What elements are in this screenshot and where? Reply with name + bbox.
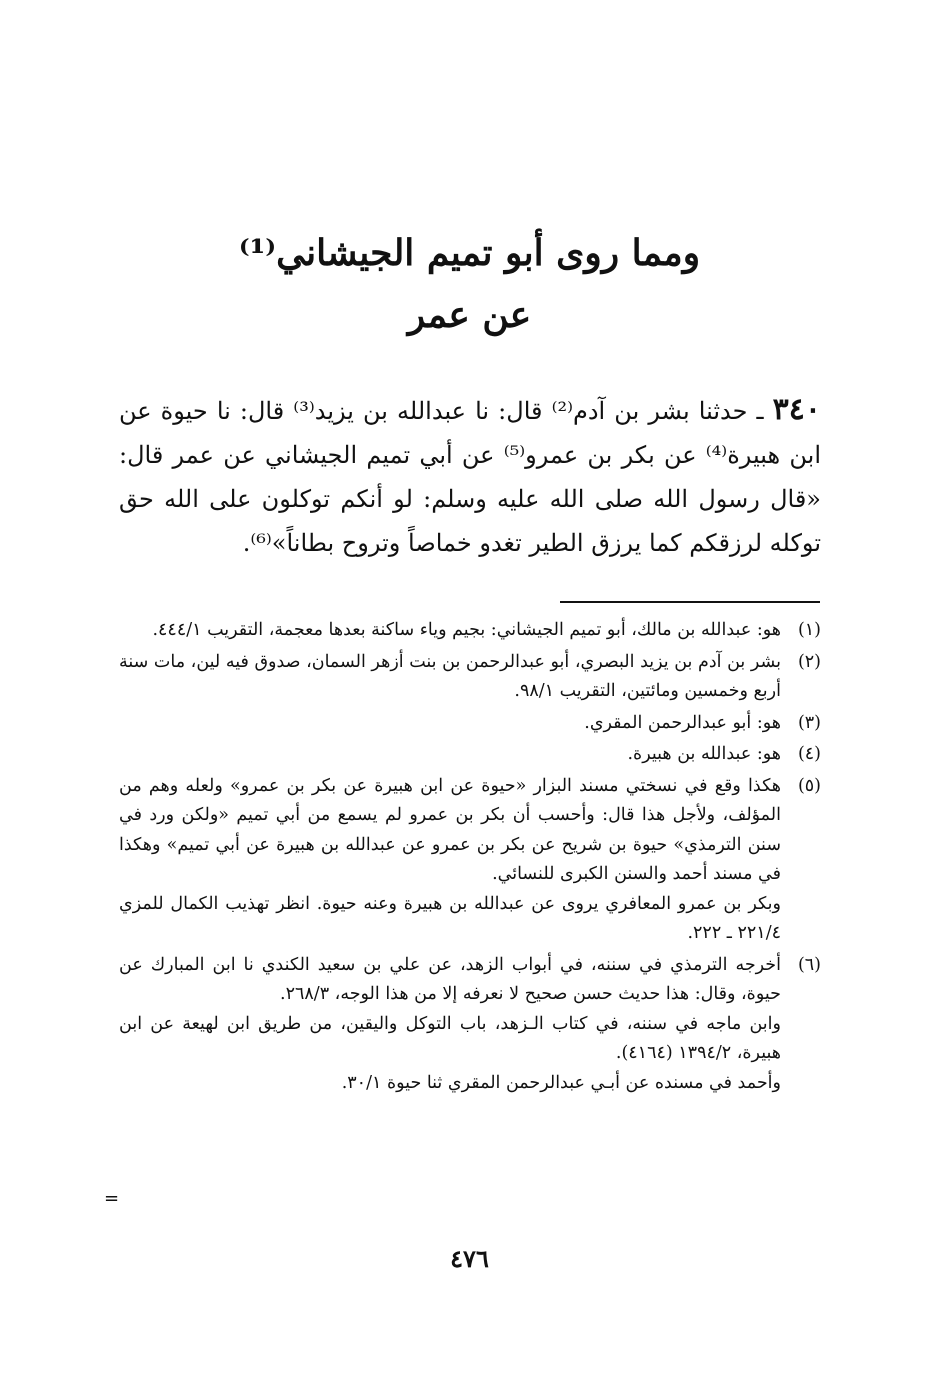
footnote bbox=[119, 648, 821, 707]
footnote-body bbox=[119, 951, 781, 1099]
section-title bbox=[0, 222, 939, 346]
footnote-body bbox=[119, 740, 781, 770]
footnote-separator bbox=[560, 601, 820, 603]
footnote-number: (٣) bbox=[797, 712, 821, 733]
footnote bbox=[119, 616, 821, 646]
footnote-text: أخرجه الترمذي في سننه، في أبواب الزهد، عن علي بن سعيد الكندي نا ابن المبارك عن حيوة، وقال: هذا حديث حسن صحيح لا نعرفه إلا من هذا الوجه، ٢٦٨/٣. bbox=[119, 954, 781, 1004]
footnote-number: (٢) bbox=[797, 651, 821, 672]
footnote-text: هو: عبدالله بن مالك، أبو تميم الجيشاني: بجيم وياء ساكنة بعدها معجمة، التقريب ٤٤٤/١. bbox=[152, 620, 781, 640]
footnote-text: بشر بن آدم بن يزيد البصري، أبو عبدالرحمن بن بنت أزهر السمان، صدوق فيه لين، مات سنة أربع وخمسين ومائتين، التقريب ٩٨/١. bbox=[119, 651, 781, 701]
footnote-text: هو: أبو عبدالرحمن المقري. bbox=[584, 712, 781, 733]
footnote-text: وأحمد في مسنده عن أبـي عبدالرحمن المقري ثنا حيوة ٣٠/١. bbox=[341, 1072, 781, 1093]
footnote-number: (١) bbox=[797, 620, 821, 640]
footnote-number: (٤) bbox=[797, 744, 821, 764]
footnote bbox=[119, 740, 821, 770]
hadith-number: ٣٤٠ bbox=[772, 392, 821, 427]
footnote-text: وبكر بن عمرو المعافري يروى عن عبدالله بن هبيرة وعنه حيوة. انظر تهذيب الكمال للمزي ٢٢١/٤ ـ ٢٢٢. bbox=[119, 893, 781, 943]
page-number: ٤٧٦ bbox=[450, 1244, 489, 1273]
footnote-text: هكذا وقع في نسختي مسند البزار «حيوة عن ابن هبيرة عن بكر بن عمرو» ولعله وهم من المؤلف، ولأجل هذا قال: وأحسب أن بكر بن عمرو لم يسمع من أبي تميم «ولكن ورد في سنن الترمذي» حيوة بن شريح عن بكر بن عمرو عن عبدالله بن هبيرة عن أبي تميم» وهكذا في مسند أحمد والسنن الكبرى للنسائي. bbox=[119, 775, 781, 884]
footnote-body bbox=[119, 709, 781, 739]
footnote bbox=[119, 772, 821, 949]
continuation-mark: = bbox=[104, 1188, 120, 1209]
footnote-body bbox=[119, 648, 781, 707]
footnote-body bbox=[119, 772, 781, 949]
hadith-text: ـ حدثنا بشر بن آدم⁽²⁾ قال: نا عبدالله بن يزيد⁽³⁾ قال: نا حيوة عن ابن هبيرة⁽⁴⁾ عن بكر بن عمرو⁽⁵⁾ عن أبي تميم الجيشاني عن عمر قال: «قال رسول الله صلى الله عليه وسلم: لو أنكم توكلون على الله حق توكله لرزقكم كما يرزق الطير تغدو خماصاً وتروح بطاناً»⁽⁶⁾. bbox=[119, 397, 821, 557]
footnote-number: (٦) bbox=[797, 954, 821, 975]
hadith-paragraph bbox=[119, 388, 821, 565]
footnote-text: وابن ماجه في سننه، في كتاب الـزهد، باب التوكل واليقين، من طريق ابن لهيعة عن ابن هبيرة، ١٣٩٤/٢ (٤١٦٤). bbox=[119, 1013, 781, 1063]
footnote-body bbox=[119, 616, 781, 646]
title-line-1: ومما روى أبو تميم الجيشاني⁽¹⁾ bbox=[238, 232, 701, 274]
footnote bbox=[119, 951, 821, 1099]
footnotes bbox=[119, 616, 821, 1100]
footnote-text: هو: عبدالله بن هبيرة. bbox=[627, 744, 781, 764]
footnote-number: (٥) bbox=[797, 775, 821, 796]
footnote bbox=[119, 709, 821, 739]
title-line-2: عن عمر bbox=[407, 294, 532, 336]
